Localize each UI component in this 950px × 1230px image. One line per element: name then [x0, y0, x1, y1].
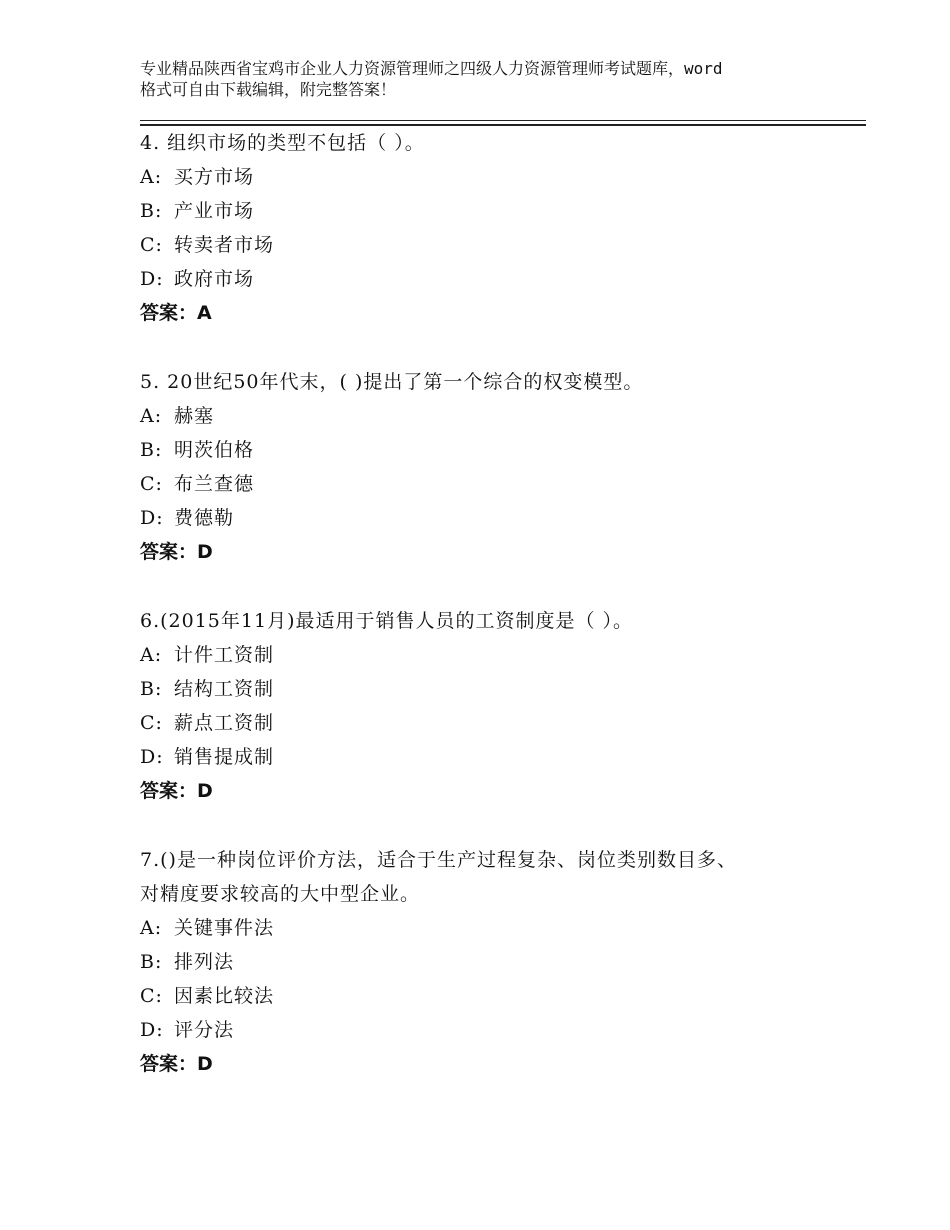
- option-d: [140, 740, 820, 774]
- option-letter: A:: [140, 917, 163, 939]
- answer-text: 答案：D: [140, 541, 213, 563]
- option-letter: D:: [140, 507, 164, 529]
- option-text: 薪点工资制: [174, 712, 275, 734]
- question-7: [140, 843, 820, 1081]
- option-a: [140, 911, 820, 945]
- option-a: [140, 638, 820, 672]
- option-c: [140, 706, 820, 740]
- option-d: [140, 262, 820, 296]
- question-text: 4. 组织市场的类型不包括（ ）。: [140, 132, 425, 154]
- question-text: 7.()是一种岗位评价方法，适合于生产过程复杂、岗位类别数目多、: [140, 849, 737, 871]
- header-divider-thin: [140, 120, 866, 121]
- option-text: 产业市场: [174, 200, 255, 222]
- option-text: 赫塞: [174, 405, 215, 427]
- option-letter: B:: [140, 678, 163, 700]
- option-text: 费德勒: [174, 507, 235, 529]
- option-a: [140, 399, 820, 433]
- document-header: [140, 58, 830, 100]
- question-5: [140, 365, 820, 569]
- option-text: 政府市场: [174, 268, 255, 290]
- answer-text: 答案：A: [140, 302, 212, 324]
- option-letter: B:: [140, 951, 163, 973]
- option-letter: B:: [140, 439, 163, 461]
- question-text: 5. 20世纪50年代末，( )提出了第一个综合的权变模型。: [140, 371, 644, 393]
- question-text-continued: 对精度要求较高的大中型企业。: [140, 883, 421, 905]
- option-text: 结构工资制: [174, 678, 275, 700]
- option-text: 关键事件法: [174, 917, 275, 939]
- option-text: 转卖者市场: [174, 234, 275, 256]
- option-letter: C:: [140, 473, 163, 495]
- question-text: 6.(2015年11月)最适用于销售人员的工资制度是（ ）。: [140, 610, 634, 632]
- option-letter: D:: [140, 268, 164, 290]
- option-b: [140, 672, 820, 706]
- question-4: [140, 126, 820, 330]
- option-letter: B:: [140, 200, 163, 222]
- option-text: 销售提成制: [174, 746, 275, 768]
- option-text: 评分法: [174, 1019, 235, 1041]
- option-letter: A:: [140, 166, 163, 188]
- option-a: [140, 160, 820, 194]
- option-d: [140, 1013, 820, 1047]
- option-b: [140, 945, 820, 979]
- option-letter: D:: [140, 1019, 164, 1041]
- question-6: [140, 604, 820, 808]
- option-letter: A:: [140, 644, 163, 666]
- option-letter: C:: [140, 712, 163, 734]
- option-d: [140, 501, 820, 535]
- option-b: [140, 194, 820, 228]
- answer-text: 答案：D: [140, 1053, 213, 1075]
- option-c: [140, 228, 820, 262]
- option-text: 买方市场: [174, 166, 255, 188]
- option-text: 明茨伯格: [174, 439, 255, 461]
- answer-text: 答案：D: [140, 780, 213, 802]
- header-line-1: 专业精品陕西省宝鸡市企业人力资源管理师之四级人力资源管理师考试题库，word: [140, 59, 723, 78]
- option-letter: C:: [140, 234, 163, 256]
- option-text: 布兰查德: [174, 473, 255, 495]
- option-c: [140, 979, 820, 1013]
- option-text: 排列法: [174, 951, 235, 973]
- option-letter: D:: [140, 746, 164, 768]
- option-text: 计件工资制: [174, 644, 275, 666]
- option-letter: A:: [140, 405, 163, 427]
- option-b: [140, 433, 820, 467]
- option-letter: C:: [140, 985, 163, 1007]
- option-text: 因素比较法: [174, 985, 275, 1007]
- header-line-2: 格式可自由下载编辑，附完整答案！: [140, 80, 397, 99]
- option-c: [140, 467, 820, 501]
